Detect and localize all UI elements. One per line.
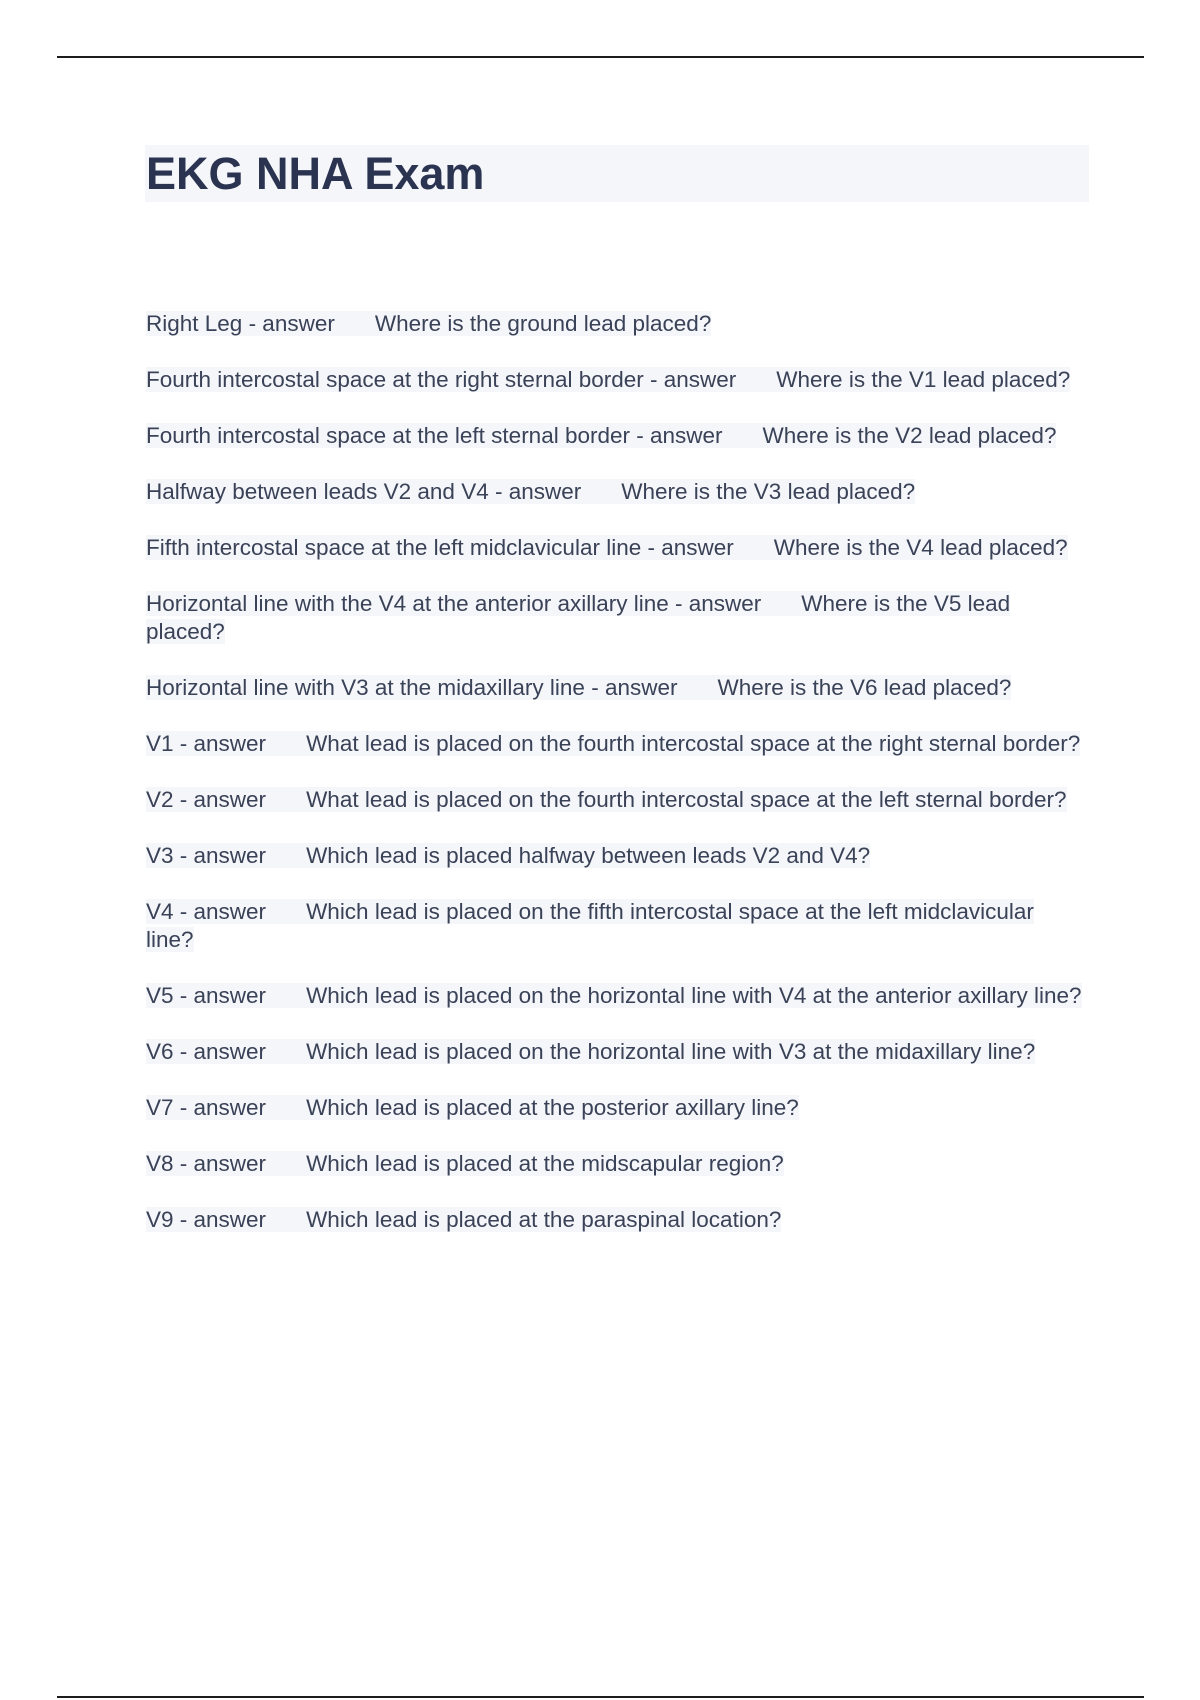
qa-item (146, 1150, 1086, 1178)
qa-list (146, 310, 1086, 1262)
qa-item (146, 1206, 1086, 1234)
bottom-rule (57, 1696, 1144, 1698)
qa-item (146, 534, 1086, 562)
qa-answer: V8 - answer (146, 1151, 267, 1176)
qa-question: Where is the V6 lead placed? (717, 675, 1012, 700)
document-title: EKG NHA Exam (146, 148, 485, 199)
qa-question: Where is the V3 lead placed? (621, 479, 916, 504)
qa-answer: Fifth intercostal space at the left midclavicular line - answer (146, 535, 734, 560)
qa-answer: Horizontal line with the V4 at the anterior axillary line - answer (146, 591, 762, 616)
qa-item (146, 590, 1086, 646)
qa-item-text (146, 675, 1011, 700)
qa-item (146, 786, 1086, 814)
qa-item-text (146, 479, 915, 504)
qa-question: Which lead is placed at the midscapular region? (306, 1151, 784, 1176)
qa-answer: Fourth intercostal space at the right sternal border - answer (146, 367, 737, 392)
qa-answer: V9 - answer (146, 1207, 267, 1232)
qa-item (146, 842, 1086, 870)
qa-question: Where is the ground lead placed? (374, 311, 712, 336)
qa-answer: V5 - answer (146, 983, 267, 1008)
qa-answer: Fourth intercostal space at the left sternal border - answer (146, 423, 723, 448)
qa-question: Where is the V1 lead placed? (776, 367, 1071, 392)
qa-item-text (146, 535, 1068, 560)
qa-item (146, 422, 1086, 450)
qa-item (146, 310, 1086, 338)
qa-answer: Right Leg - answer (146, 311, 335, 336)
qa-item (146, 1094, 1086, 1122)
qa-item-text (146, 1095, 799, 1120)
qa-item-text (146, 899, 1034, 952)
qa-item (146, 730, 1086, 758)
qa-item-text (146, 367, 1070, 392)
qa-question: Where is the V2 lead placed? (762, 423, 1057, 448)
qa-item-text (146, 983, 1082, 1008)
qa-item (146, 1038, 1086, 1066)
qa-item (146, 982, 1086, 1010)
qa-item-text (146, 1039, 1035, 1064)
qa-answer: V2 - answer (146, 787, 267, 812)
qa-answer: V7 - answer (146, 1095, 267, 1120)
top-rule (57, 56, 1144, 58)
qa-question: Where is the V5 lead placed? (146, 591, 1011, 644)
qa-item-text (146, 423, 1056, 448)
qa-answer: V3 - answer (146, 843, 267, 868)
qa-item (146, 478, 1086, 506)
qa-item (146, 898, 1086, 954)
qa-item-text (146, 843, 870, 868)
qa-question: Which lead is placed halfway between leads V2 and V4? (306, 843, 871, 868)
qa-answer: V6 - answer (146, 1039, 267, 1064)
qa-question: What lead is placed on the fourth intercostal space at the right sternal border? (306, 731, 1081, 756)
qa-answer: V4 - answer (146, 899, 267, 924)
qa-question: Which lead is placed at the posterior axillary line? (306, 1095, 799, 1120)
qa-item-text (146, 731, 1080, 756)
qa-item-text (146, 787, 1067, 812)
qa-question: Which lead is placed on the horizontal line with V4 at the anterior axillary line? (306, 983, 1082, 1008)
qa-question: Which lead is placed on the horizontal line with V3 at the midaxillary line? (306, 1039, 1036, 1064)
qa-answer: Horizontal line with V3 at the midaxillary line - answer (146, 675, 678, 700)
qa-question: What lead is placed on the fourth intercostal space at the left sternal border? (306, 787, 1067, 812)
qa-item (146, 366, 1086, 394)
qa-answer: V1 - answer (146, 731, 267, 756)
qa-item-text (146, 591, 1010, 644)
qa-item (146, 674, 1086, 702)
qa-answer: Halfway between leads V2 and V4 - answer (146, 479, 582, 504)
qa-item-text (146, 1207, 781, 1232)
qa-question: Which lead is placed on the fifth intercostal space at the left midclavicular line? (146, 899, 1034, 952)
qa-question: Where is the V4 lead placed? (773, 535, 1068, 560)
qa-item-text (146, 1151, 784, 1176)
qa-item-text (146, 311, 711, 336)
qa-question: Which lead is placed at the paraspinal location? (306, 1207, 782, 1232)
